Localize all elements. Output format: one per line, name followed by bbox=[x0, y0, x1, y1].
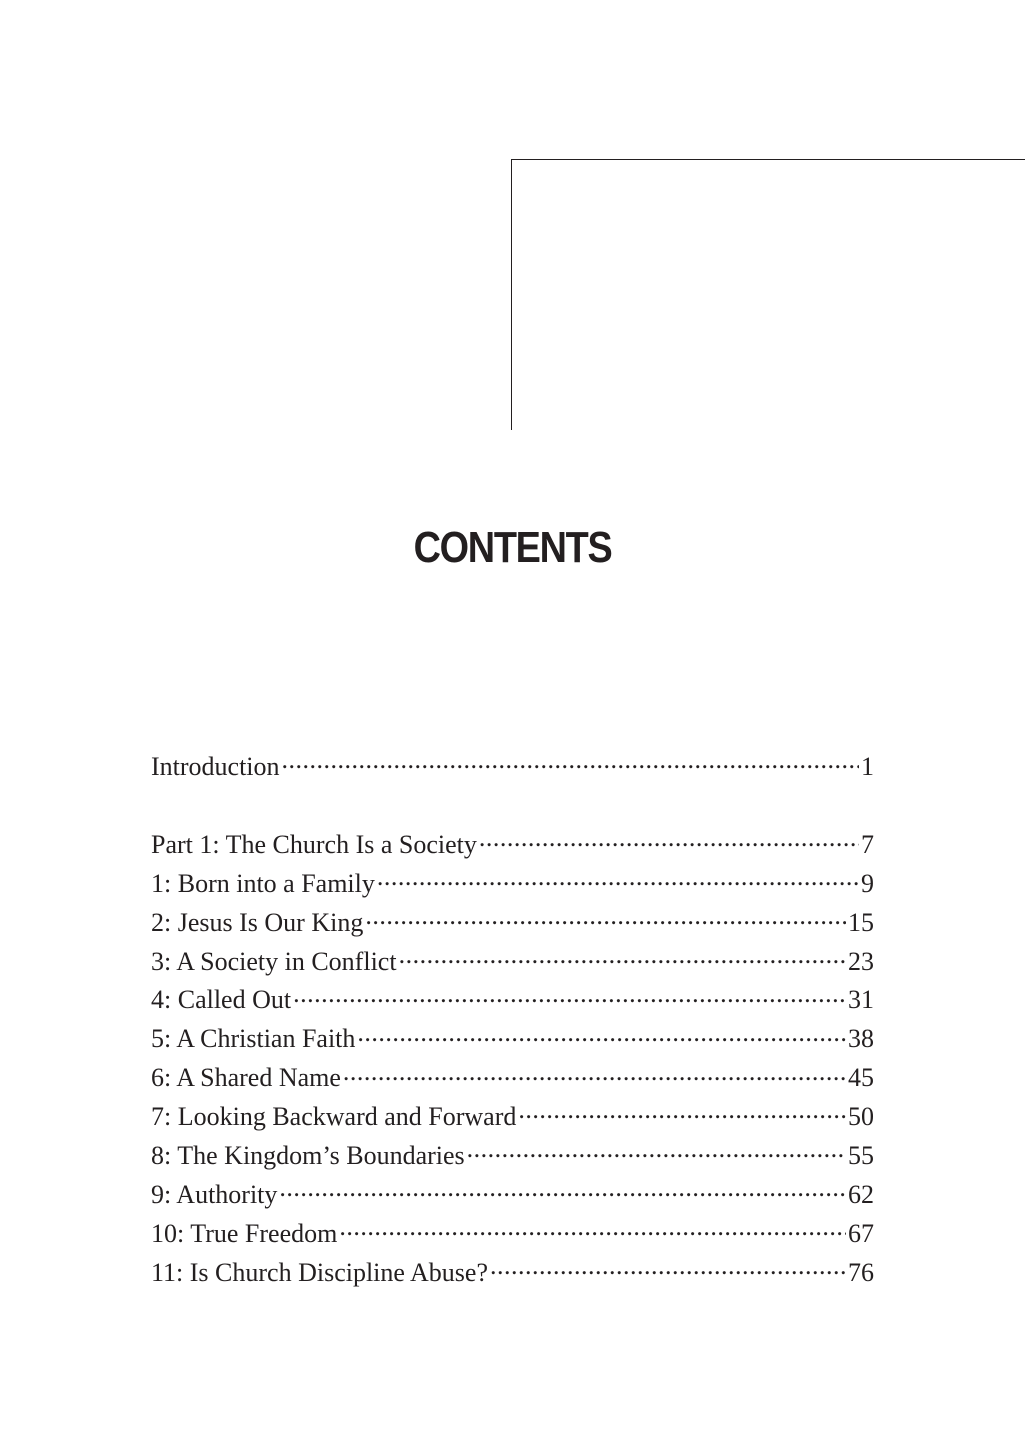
table-of-contents bbox=[151, 748, 874, 1293]
toc-entry-page: 55 bbox=[848, 1141, 874, 1171]
toc-entry[interactable] bbox=[151, 1059, 874, 1098]
toc-entry-introduction[interactable] bbox=[151, 748, 874, 787]
toc-entry-title: 11: Is Church Discipline Abuse? bbox=[151, 1257, 488, 1287]
toc-entry-page: 1 bbox=[861, 752, 874, 781]
toc-entry[interactable] bbox=[151, 1020, 874, 1059]
toc-entry-title: Introduction bbox=[151, 752, 280, 781]
toc-entry-title: 9: Authority bbox=[151, 1179, 278, 1209]
toc-dot-leader bbox=[293, 982, 846, 1008]
toc-dot-leader bbox=[377, 866, 859, 892]
toc-entry-page: 76 bbox=[848, 1257, 874, 1287]
toc-entry-title: 7: Looking Backward and Forward bbox=[151, 1102, 517, 1132]
toc-entry[interactable] bbox=[151, 1137, 874, 1176]
toc-entry-page: 62 bbox=[848, 1179, 874, 1209]
toc-entry[interactable] bbox=[151, 826, 874, 865]
toc-dot-leader bbox=[339, 1216, 846, 1242]
toc-entry-title: 3: A Society in Conflict bbox=[151, 946, 397, 976]
toc-entry-page: 50 bbox=[848, 1102, 874, 1132]
toc-entry-page: 45 bbox=[848, 1063, 874, 1093]
toc-dot-leader bbox=[365, 905, 846, 931]
toc-entry-title: Part 1: The Church Is a Society bbox=[151, 829, 477, 859]
toc-entry[interactable] bbox=[151, 1254, 874, 1293]
toc-entry-page: 15 bbox=[848, 907, 874, 937]
toc-entry-page: 67 bbox=[848, 1218, 874, 1248]
decorative-corner-frame bbox=[511, 159, 1025, 430]
toc-dot-leader bbox=[343, 1060, 846, 1086]
toc-entry-title: 4: Called Out bbox=[151, 985, 292, 1015]
toc-entry[interactable] bbox=[151, 904, 874, 943]
toc-dot-leader bbox=[467, 1138, 846, 1164]
toc-dot-leader bbox=[357, 1021, 846, 1047]
page-title: CONTENTS bbox=[413, 523, 612, 572]
toc-dot-leader bbox=[279, 1177, 846, 1203]
toc-dot-leader bbox=[518, 1099, 846, 1125]
toc-dot-leader bbox=[399, 944, 846, 970]
toc-entry[interactable] bbox=[151, 1098, 874, 1137]
toc-entry-page: 23 bbox=[848, 946, 874, 976]
toc-entry-page: 31 bbox=[848, 985, 874, 1015]
toc-entry-page: 7 bbox=[861, 829, 874, 859]
toc-entry-title: 6: A Shared Name bbox=[151, 1063, 341, 1093]
toc-entry[interactable] bbox=[151, 1215, 874, 1254]
toc-entry-title: 8: The Kingdom’s Boundaries bbox=[151, 1141, 465, 1171]
toc-entry-page: 9 bbox=[861, 868, 874, 898]
toc-entry[interactable] bbox=[151, 1176, 874, 1215]
toc-dot-leader bbox=[282, 749, 859, 775]
toc-entry-title: 10: True Freedom bbox=[151, 1218, 338, 1248]
toc-dot-leader bbox=[479, 827, 859, 853]
toc-entry[interactable] bbox=[151, 943, 874, 982]
toc-entry-title: 2: Jesus Is Our King bbox=[151, 907, 364, 937]
toc-dot-leader bbox=[490, 1255, 846, 1281]
toc-entry-title: 5: A Christian Faith bbox=[151, 1024, 356, 1054]
toc-entry-page: 38 bbox=[848, 1024, 874, 1054]
toc-entry[interactable] bbox=[151, 865, 874, 904]
toc-entry-title: 1: Born into a Family bbox=[151, 868, 375, 898]
toc-entry[interactable] bbox=[151, 981, 874, 1020]
